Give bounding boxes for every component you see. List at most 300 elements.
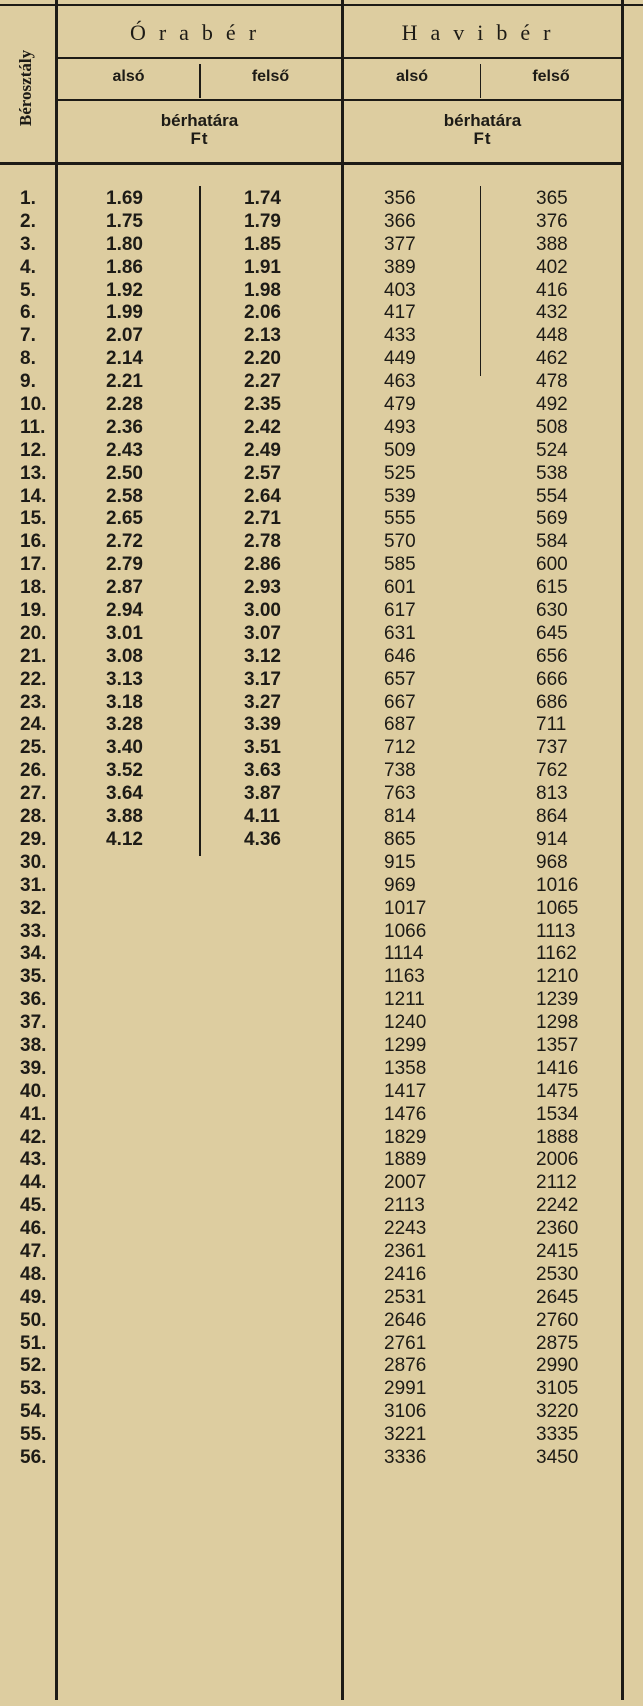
table-row	[0, 737, 643, 760]
row-class-cell: 32.	[20, 897, 47, 919]
hourly-upper-cell: 3.00	[244, 600, 281, 622]
table-row	[0, 1104, 643, 1127]
monthly-upper-cell: 2360	[536, 1218, 579, 1240]
row-class-cell: 47.	[20, 1240, 47, 1262]
table-row	[0, 714, 643, 737]
row-class-cell: 30.	[20, 851, 47, 873]
hourly-lower-cell: 3.52	[106, 760, 143, 782]
monthly-lower-cell: 712	[384, 737, 416, 759]
monthly-lower-cell: 555	[384, 508, 416, 530]
monthly-lower-cell: 1299	[384, 1034, 427, 1056]
hourly-upper-cell: 1.74	[244, 188, 281, 209]
monthly-lower-cell: 389	[384, 256, 416, 278]
monthly-lower-cell: 1358	[384, 1057, 427, 1079]
table-row	[0, 417, 643, 440]
row-class-cell: 19.	[20, 600, 47, 622]
monthly-lower-cell: 433	[384, 325, 416, 347]
monthly-lower-cell: 2991	[384, 1378, 427, 1400]
table-row	[0, 1218, 643, 1241]
monthly-unit-block	[344, 112, 621, 148]
hourly-lower-cell: 2.36	[106, 416, 143, 438]
hourly-lower-cell: 1.92	[106, 279, 143, 301]
monthly-lower-cell: 601	[384, 577, 416, 599]
monthly-lower-cell: 814	[384, 806, 416, 828]
monthly-upper-cell: 376	[536, 210, 568, 232]
monthly-upper-cell: 2006	[536, 1149, 579, 1171]
table-body	[0, 188, 643, 1470]
monthly-lower-cell: 525	[384, 462, 416, 484]
table-row	[0, 669, 643, 692]
table-row	[0, 623, 643, 646]
monthly-lower-cell: 479	[384, 394, 416, 416]
monthly-lower-cell: 631	[384, 622, 416, 644]
row-class-cell: 12.	[20, 439, 47, 461]
row-class-cell: 17.	[20, 554, 47, 576]
monthly-upper-cell: 2530	[536, 1263, 579, 1285]
hourly-lower-cell: 2.58	[106, 485, 143, 507]
hourly-upper-cell: 3.39	[244, 714, 281, 736]
rule-title-bottom	[58, 57, 623, 59]
monthly-upper-cell: 448	[536, 325, 568, 347]
monthly-lower-cell: 403	[384, 279, 416, 301]
monthly-upper-cell: 2760	[536, 1309, 579, 1331]
row-class-cell: 18.	[20, 577, 47, 599]
table-row	[0, 1287, 643, 1310]
hourly-upper-cell: 4.11	[244, 806, 280, 828]
row-class-cell: 21.	[20, 645, 47, 667]
monthly-upper-cell: 737	[536, 737, 568, 759]
row-class-cell: 31.	[20, 874, 47, 896]
hourly-lower-cell: 1.75	[106, 210, 143, 232]
table-row	[0, 1401, 643, 1424]
row-class-cell: 55.	[20, 1424, 47, 1446]
monthly-upper-cell: 645	[536, 622, 568, 644]
table-row	[0, 943, 643, 966]
row-class-cell: 7.	[20, 325, 36, 347]
hourly-upper-cell: 2.86	[244, 554, 281, 576]
table-row	[0, 760, 643, 783]
hourly-upper-cell: 4.36	[244, 828, 281, 850]
monthly-upper-cell: 656	[536, 645, 568, 667]
hourly-upper-cell: 2.06	[244, 302, 281, 324]
monthly-lower-cell: 687	[384, 714, 416, 736]
monthly-upper-cell: 630	[536, 600, 568, 622]
hourly-upper-cell: 3.51	[244, 737, 281, 759]
table-row	[0, 234, 643, 257]
monthly-upper-cell: 388	[536, 233, 568, 255]
monthly-lower-cell: 738	[384, 760, 416, 782]
row-class-cell: 40.	[20, 1080, 47, 1102]
row-class-cell: 52.	[20, 1355, 47, 1377]
table-row	[0, 486, 643, 509]
row-class-cell: 35.	[20, 966, 47, 988]
monthly-lower-cell: 915	[384, 851, 416, 873]
monthly-lower-cell: 2113	[384, 1195, 425, 1217]
hourly-lower-cell: 2.72	[106, 531, 143, 553]
monthly-lower-cell: 417	[384, 302, 416, 324]
hourly-lower-cell: 2.21	[106, 371, 143, 393]
table-row	[0, 806, 643, 829]
monthly-upper-cell: 686	[536, 691, 568, 713]
hourly-lower-cell: 3.08	[106, 645, 143, 667]
table-row	[0, 1127, 643, 1150]
monthly-upper-cell: 1298	[536, 1012, 579, 1034]
monthly-lower-cell: 2361	[384, 1240, 427, 1262]
monthly-upper-cell: 914	[536, 828, 568, 850]
row-class-cell: 48.	[20, 1263, 47, 1285]
table-row	[0, 1035, 643, 1058]
hourly-lower-cell: 3.28	[106, 714, 143, 736]
row-class-cell: 37.	[20, 1012, 47, 1034]
row-class-cell: 6.	[20, 302, 36, 324]
hourly-title: Órabér	[129, 20, 270, 45]
table-row	[0, 257, 643, 280]
table-row	[0, 508, 643, 531]
monthly-lower-cell: 1066	[384, 920, 427, 942]
hourly-upper-cell: 2.71	[244, 508, 281, 530]
monthly-upper-cell: 402	[536, 256, 568, 278]
hourly-lower-cell: 2.87	[106, 577, 143, 599]
monthly-upper-label: felső	[532, 68, 570, 85]
table-row	[0, 1058, 643, 1081]
monthly-upper-cell: 813	[536, 783, 568, 805]
row-class-cell: 2.	[20, 210, 36, 232]
monthly-upper-cell: 3220	[536, 1401, 579, 1423]
row-class-cell: 14.	[20, 485, 47, 507]
row-class-cell: 34.	[20, 943, 47, 965]
monthly-lower-cell: 449	[384, 348, 416, 370]
row-class-cell: 56.	[20, 1446, 47, 1468]
hourly-upper-cell: 3.17	[244, 668, 281, 690]
hourly-upper-cell: 2.57	[244, 462, 281, 484]
monthly-lower-cell: 1889	[384, 1149, 427, 1171]
table-row	[0, 325, 643, 348]
monthly-lower-cell: 493	[384, 416, 416, 438]
monthly-limit-label: bérhatára	[443, 111, 522, 130]
monthly-upper-cell: 864	[536, 806, 568, 828]
monthly-upper-cell: 3450	[536, 1446, 579, 1468]
monthly-upper-cell: 2242	[536, 1195, 579, 1217]
monthly-lower-cell: 865	[384, 828, 416, 850]
monthly-lower-cell: 657	[384, 668, 416, 690]
monthly-upper-cell: 1357	[536, 1034, 579, 1056]
table-row	[0, 1355, 643, 1378]
monthly-upper-cell: 569	[536, 508, 568, 530]
table-row	[0, 783, 643, 806]
row-class-cell: 41.	[20, 1103, 47, 1125]
table-row	[0, 1310, 643, 1333]
hourly-limit-label: bérhatára	[160, 111, 239, 130]
hourly-lower-cell: 3.88	[106, 806, 143, 828]
row-class-cell: 39.	[20, 1057, 47, 1079]
monthly-upper-cell: 524	[536, 439, 568, 461]
table-row	[0, 188, 643, 211]
hourly-lower-cell: 1.99	[106, 302, 143, 324]
table-row	[0, 1333, 643, 1356]
row-class-cell: 10.	[20, 394, 47, 416]
table-row	[0, 1264, 643, 1287]
table-row	[0, 554, 643, 577]
monthly-upper-cell: 1113	[536, 920, 576, 942]
monthly-lower-label: alsó	[395, 68, 428, 85]
row-class-cell: 43.	[20, 1149, 47, 1171]
hourly-upper-cell: 2.42	[244, 416, 281, 438]
table-row	[0, 348, 643, 371]
table-row	[0, 463, 643, 486]
rule-header-top	[0, 4, 643, 6]
monthly-upper-cell: 584	[536, 531, 568, 553]
hourly-lower-cell: 1.69	[106, 188, 143, 209]
row-class-cell: 42.	[20, 1126, 47, 1148]
hourly-upper-cell: 2.13	[244, 325, 281, 347]
hourly-lower-cell: 2.43	[106, 439, 143, 461]
hourly-upper-cell: 3.63	[244, 760, 281, 782]
table-row	[0, 921, 643, 944]
monthly-lower-cell: 1476	[384, 1103, 427, 1125]
monthly-lower-cell: 969	[384, 874, 416, 896]
row-class-cell: 44.	[20, 1172, 47, 1194]
hourly-upper-cell: 3.12	[244, 645, 281, 667]
monthly-upper-cell: 1416	[536, 1057, 579, 1079]
monthly-upper-cell: 666	[536, 668, 568, 690]
monthly-lower-cell: 3336	[384, 1446, 427, 1468]
table-row	[0, 875, 643, 898]
hourly-lower-cell: 3.40	[106, 737, 143, 759]
hourly-unit-label: Ft	[190, 129, 209, 148]
hourly-lower-cell: 2.79	[106, 554, 143, 576]
monthly-upper-cell: 711	[536, 714, 567, 736]
monthly-lower-cell: 1240	[384, 1012, 427, 1034]
hourly-lower-cell: 4.12	[106, 828, 143, 850]
monthly-lower-cell: 2646	[384, 1309, 427, 1331]
monthly-lower-cell: 570	[384, 531, 416, 553]
row-class-cell: 9.	[20, 371, 36, 393]
monthly-upper-cell: 554	[536, 485, 568, 507]
table-row	[0, 577, 643, 600]
table-row	[0, 280, 643, 303]
monthly-upper-cell: 600	[536, 554, 568, 576]
row-class-cell: 1.	[20, 188, 36, 209]
table-row	[0, 692, 643, 715]
row-class-cell: 3.	[20, 233, 36, 255]
monthly-upper-cell: 968	[536, 851, 568, 873]
table-row	[0, 394, 643, 417]
hourly-lower-cell: 2.94	[106, 600, 143, 622]
hourly-upper-cell: 3.87	[244, 783, 281, 805]
row-class-cell: 46.	[20, 1218, 47, 1240]
monthly-lower-cell: 1163	[384, 966, 425, 988]
monthly-upper-cell: 1016	[536, 874, 579, 896]
monthly-lower-cell: 1829	[384, 1126, 427, 1148]
hourly-lower-label: alsó	[112, 68, 145, 85]
monthly-lower-cell: 617	[384, 600, 416, 622]
hourly-upper-cell: 1.98	[244, 279, 281, 301]
monthly-upper-cell: 462	[536, 348, 568, 370]
hourly-lower-cell: 3.13	[106, 668, 143, 690]
row-class-cell: 11.	[20, 416, 46, 438]
row-class-cell: 29.	[20, 828, 47, 850]
monthly-lower-cell: 1211	[384, 989, 425, 1011]
table-row	[0, 1424, 643, 1447]
monthly-upper-cell: 1239	[536, 989, 579, 1011]
hourly-unit-block	[58, 112, 341, 148]
hourly-upper-cell: 1.91	[244, 256, 281, 278]
monthly-upper-cell: 2990	[536, 1355, 579, 1377]
hourly-lower-cell: 2.28	[106, 394, 143, 416]
monthly-upper-cell: 615	[536, 577, 568, 599]
table-row	[0, 898, 643, 921]
row-class-cell: 26.	[20, 760, 47, 782]
monthly-lower-cell: 646	[384, 645, 416, 667]
row-class-cell: 33.	[20, 920, 47, 942]
monthly-upper-cell: 2645	[536, 1286, 579, 1308]
table-row	[0, 829, 643, 852]
hourly-upper-cell: 2.27	[244, 371, 281, 393]
hourly-upper-cell: 3.27	[244, 691, 281, 713]
row-class-cell: 27.	[20, 783, 47, 805]
hourly-upper-cell: 2.49	[244, 439, 281, 461]
monthly-upper-cell: 1534	[536, 1103, 579, 1125]
monthly-lower-cell: 2531	[384, 1286, 427, 1308]
hourly-upper-cell: 3.07	[244, 622, 281, 644]
monthly-upper-cell: 2875	[536, 1332, 579, 1354]
row-class-cell: 15.	[20, 508, 47, 530]
table-row	[0, 989, 643, 1012]
table-row	[0, 371, 643, 394]
hourly-upper-label: felső	[251, 68, 290, 85]
table-row	[0, 1172, 643, 1195]
row-class-cell: 50.	[20, 1309, 47, 1331]
table-row	[0, 966, 643, 989]
monthly-lower-cell: 377	[384, 233, 416, 255]
hourly-lower-cell: 3.18	[106, 691, 143, 713]
monthly-upper-cell: 508	[536, 416, 568, 438]
monthly-upper-cell: 365	[536, 188, 568, 209]
hourly-upper-cell: 2.20	[244, 348, 281, 370]
monthly-lower-cell: 763	[384, 783, 416, 805]
row-class-cell: 5.	[20, 279, 36, 301]
monthly-lower-cell: 2243	[384, 1218, 427, 1240]
monthly-upper-cell: 1888	[536, 1126, 579, 1148]
row-label-header	[6, 36, 46, 140]
table-row	[0, 1195, 643, 1218]
hourly-lower-cell: 3.01	[106, 622, 143, 644]
monthly-upper-cell: 1210	[536, 966, 579, 988]
hourly-upper-cell: 2.78	[244, 531, 281, 553]
monthly-upper-cell: 538	[536, 462, 568, 484]
table-row	[0, 1012, 643, 1035]
table-row	[0, 1081, 643, 1104]
monthly-lower-cell: 463	[384, 371, 416, 393]
monthly-upper-cell: 1162	[536, 943, 577, 965]
row-class-cell: 51.	[20, 1332, 47, 1354]
rule-subhead-bottom	[58, 99, 623, 101]
row-class-cell: 25.	[20, 737, 47, 759]
monthly-lower-cell: 2416	[384, 1263, 427, 1285]
monthly-upper-cell: 492	[536, 394, 568, 416]
table-row	[0, 211, 643, 234]
monthly-upper-cell: 2112	[536, 1172, 577, 1194]
table-row	[0, 1241, 643, 1264]
monthly-upper-cell: 3105	[536, 1378, 579, 1400]
monthly-lower-cell: 2761	[384, 1332, 427, 1354]
monthly-upper-cell: 1475	[536, 1080, 579, 1102]
monthly-lower-cell: 1114	[384, 943, 424, 965]
monthly-lower-cell: 3221	[384, 1424, 427, 1446]
monthly-upper-cell: 762	[536, 760, 568, 782]
row-label-text: Bérosztály	[16, 49, 36, 127]
row-class-cell: 13.	[20, 462, 47, 484]
hourly-lower-cell: 2.07	[106, 325, 143, 347]
monthly-upper-cell: 478	[536, 371, 568, 393]
row-class-cell: 4.	[20, 256, 36, 278]
table-row	[0, 852, 643, 875]
hourly-upper-cell: 2.93	[244, 577, 281, 599]
hourly-lower-cell: 1.86	[106, 256, 143, 278]
row-class-cell: 16.	[20, 531, 47, 553]
row-class-cell: 22.	[20, 668, 47, 690]
row-class-cell: 23.	[20, 691, 47, 713]
table-row	[0, 1149, 643, 1172]
monthly-upper-cell: 1065	[536, 897, 579, 919]
hourly-lower-cell: 2.65	[106, 508, 143, 530]
table-row	[0, 302, 643, 325]
monthly-upper-cell: 416	[536, 279, 568, 301]
hourly-lower-cell: 2.50	[106, 462, 143, 484]
hourly-upper-cell: 2.35	[244, 394, 281, 416]
monthly-title: Havibér	[401, 20, 564, 45]
monthly-lower-cell: 2876	[384, 1355, 427, 1377]
hourly-lower-cell: 3.64	[106, 783, 143, 805]
table-row	[0, 531, 643, 554]
row-class-cell: 45.	[20, 1195, 47, 1217]
monthly-lower-cell: 356	[384, 188, 416, 209]
row-class-cell: 54.	[20, 1401, 47, 1423]
monthly-lower-cell: 1017	[384, 897, 427, 919]
monthly-lower-cell: 585	[384, 554, 416, 576]
row-class-cell: 38.	[20, 1034, 47, 1056]
monthly-lower-cell: 366	[384, 210, 416, 232]
row-class-cell: 53.	[20, 1378, 47, 1400]
row-class-cell: 28.	[20, 806, 47, 828]
table-row	[0, 646, 643, 669]
rule-header-bottom	[0, 162, 624, 165]
monthly-lower-cell: 539	[384, 485, 416, 507]
table-row	[0, 440, 643, 463]
table-row	[0, 1378, 643, 1401]
monthly-upper-cell: 2415	[536, 1240, 579, 1262]
row-class-cell: 49.	[20, 1286, 47, 1308]
hourly-lower-cell: 1.80	[106, 233, 143, 255]
monthly-lower-cell: 1417	[384, 1080, 427, 1102]
table-row	[0, 1447, 643, 1470]
hourly-upper-cell: 2.64	[244, 485, 281, 507]
monthly-upper-cell: 3335	[536, 1424, 579, 1446]
hourly-upper-cell: 1.85	[244, 233, 281, 255]
monthly-unit-label: Ft	[473, 129, 492, 148]
monthly-upper-cell: 432	[536, 302, 568, 324]
monthly-lower-cell: 509	[384, 439, 416, 461]
monthly-lower-cell: 2007	[384, 1172, 427, 1194]
hourly-upper-cell: 1.79	[244, 210, 281, 232]
table-row	[0, 600, 643, 623]
monthly-lower-cell: 3106	[384, 1401, 427, 1423]
hourly-lower-cell: 2.14	[106, 348, 143, 370]
monthly-lower-cell: 667	[384, 691, 416, 713]
row-class-cell: 8.	[20, 348, 36, 370]
row-class-cell: 24.	[20, 714, 47, 736]
row-class-cell: 20.	[20, 622, 47, 644]
